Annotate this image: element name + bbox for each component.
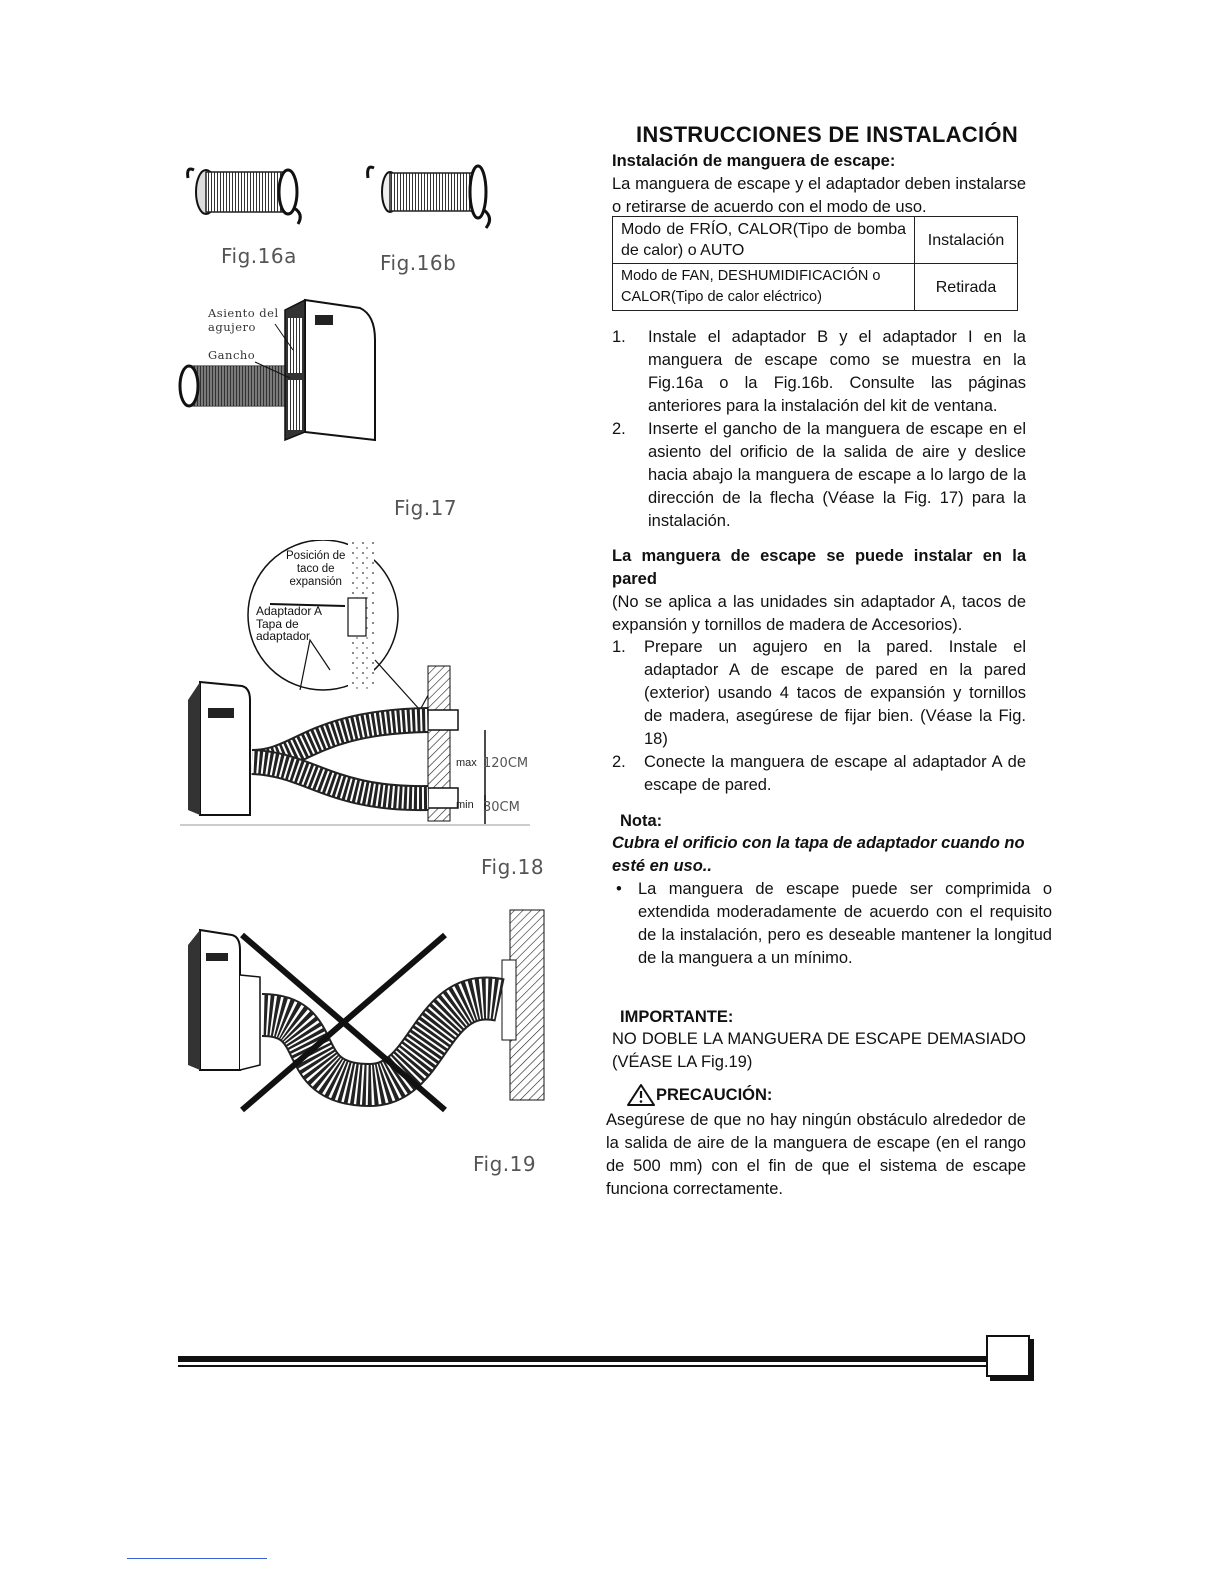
fig19-label: Fig.19 <box>473 1152 537 1176</box>
step-number: 1. <box>612 328 626 346</box>
steps-list-2 <box>612 636 1026 797</box>
fig17-seat-line2: agujero <box>208 320 256 334</box>
step-text: Inserte el gancho de la manguera de escape en el asiento del orificio de la salida de aire y deslice hacia abajo la manguera de escape a lo largo de la dirección de la flecha (Véase la Fig. 17) para la instalación. <box>648 420 1026 530</box>
action-cell: Instalación <box>915 217 1018 264</box>
fig16b-label: Fig.16b <box>380 251 457 275</box>
steps-list-1 <box>612 326 1026 533</box>
fig18-adapter-line3: adaptador <box>256 629 311 643</box>
importante-label: IMPORTANTE: <box>620 1008 734 1026</box>
table-row <box>613 264 1018 311</box>
fig16a-hose-illustration <box>180 160 320 230</box>
table-row <box>613 217 1018 264</box>
list-item <box>612 326 1026 418</box>
bullet-text: La manguera de escape puede ser comprimida o extendida moderadamente de acuerdo con el requisito de la instalación, pero es deseable mantener la longitud de la manguera a un mínimo. <box>638 880 1052 967</box>
precaucion-text: Asegúrese de que no hay ningún obstáculo alrededor de la salida de aire de la manguera de escape (en el rango de 500 mm) con el fin de que el sistema de escape funciona correctamente. <box>606 1111 1026 1198</box>
mode-cell: Modo de FAN, DESHUMIDIFICACIÓN o CALOR(Tipo de calor eléctrico) <box>613 264 915 311</box>
list-item <box>612 418 1026 533</box>
importante-text: NO DOBLE LA MANGUERA DE ESCAPE DEMASIADO (VÉASE LA Fig.19) <box>612 1030 1026 1071</box>
nota-label: Nota: <box>620 812 663 830</box>
fig18-pos-line3: expansión <box>289 576 342 588</box>
step-text: Prepare un agujero en la pared. Instale el adaptador A de escape de pared en la pared (exterior) usando 4 tacos de expansión y tornillos de madera, asegúrese de fijar bien. (Véase la Fig. 18) <box>644 638 1026 748</box>
fig18-position-callout <box>286 550 345 589</box>
section2-heading: La manguera de escape se puede instalar en la pared <box>612 547 1026 588</box>
fig16b-hose-illustration <box>360 160 505 232</box>
fig16a-label: Fig.16a <box>221 244 297 268</box>
bullet-item <box>612 878 1052 970</box>
bottom-link-underline <box>127 1558 267 1559</box>
fig18-adapter-line1: Adaptador A <box>256 604 323 618</box>
section1-intro: La manguera de escape y el adaptador deben instalarse o retirarse de acuerdo con el modo de uso. <box>612 175 1026 216</box>
fig18-adapter-callout <box>256 605 322 643</box>
step-text: Instale el adaptador B y el adaptador I en la manguera de escape como se muestra en la Fig.16a o la Fig.16b. Consulte las páginas anteriores para la instalación del kit de ventana. <box>648 328 1026 415</box>
fig18-min-value: 30CM <box>483 800 520 815</box>
mode-table <box>612 216 1018 311</box>
step-text: Conecte la manguera de escape al adaptador A de escape de pared. <box>644 753 1026 794</box>
fig17-seat-callout <box>208 306 279 334</box>
fig18-pos-line2: taco de <box>296 563 335 575</box>
action-cell: Retirada <box>915 264 1018 311</box>
fig17-hook-callout: Gancho <box>208 348 256 362</box>
list-item <box>612 636 1026 751</box>
page-title: INSTRUCCIONES DE INSTALACIÓN <box>636 122 1019 147</box>
fig17-seat-line1: Asiento del <box>208 306 279 320</box>
step-number: 2. <box>612 753 626 771</box>
footer-rule <box>178 1356 986 1362</box>
nota-text: Cubra el orificio con la tapa de adaptador cuando no esté en uso.. <box>612 834 1025 875</box>
list-item <box>612 751 1026 797</box>
section1-heading: Instalación de manguera de escape: <box>612 152 896 170</box>
fig18-wall-install-illustration <box>180 540 530 830</box>
step-number: 1. <box>612 638 626 656</box>
fig18-label: Fig.18 <box>481 855 545 879</box>
fig18-pos-line1: Posición de <box>286 550 346 562</box>
fig18-min-label: min <box>456 799 474 811</box>
precaucion-label: PRECAUCIÓN: <box>656 1085 773 1104</box>
section2-note: (No se aplica a las unidades sin adaptador A, tacos de expansión y tornillos de madera de Accesorios). <box>612 593 1026 634</box>
fig18-max-label: max <box>456 757 477 769</box>
fig18-adapter-line2: Tapa de <box>256 616 299 631</box>
page-number-box <box>986 1335 1030 1377</box>
step-number: 2. <box>612 420 626 438</box>
fig18-max-value: 120CM <box>483 756 529 771</box>
mode-cell: Modo de FRÍO, CALOR(Tipo de bomba de calor) o AUTO <box>613 217 915 264</box>
fig19-wrong-bend-illustration <box>180 905 550 1120</box>
fig17-label: Fig.17 <box>394 496 458 520</box>
precaucion-heading <box>626 1083 772 1107</box>
footer-rule-thin <box>178 1365 986 1367</box>
warning-triangle-icon <box>626 1083 656 1107</box>
bullet-dot: • <box>616 880 622 898</box>
